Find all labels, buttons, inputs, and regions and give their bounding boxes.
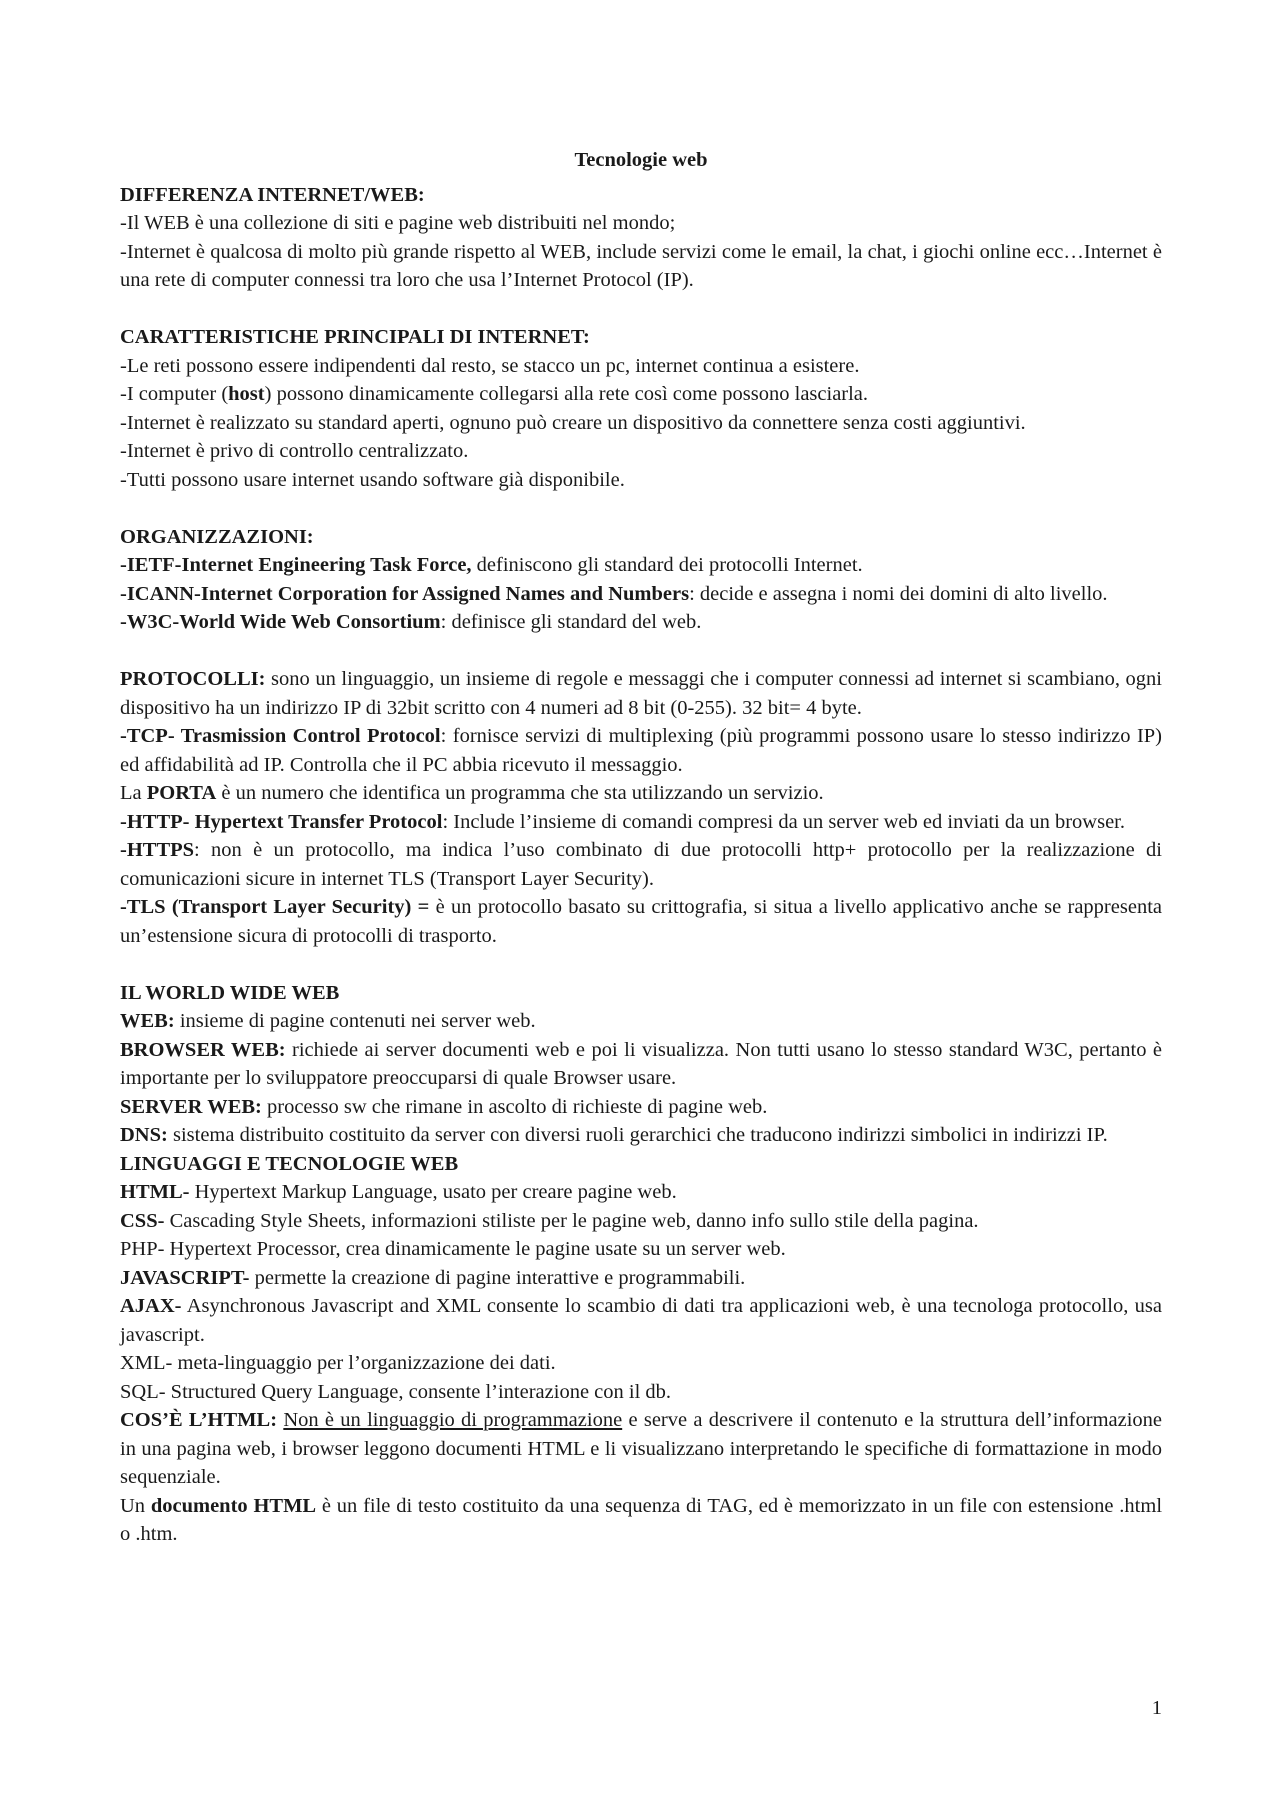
text: Cascading Style Sheets, informazioni stiliste per le pagine web, danno info sullo stile della pagina.	[164, 1209, 979, 1232]
bold-term: SERVER WEB:	[120, 1095, 262, 1118]
paragraph	[120, 1264, 1162, 1293]
section-heading: CARATTERISTICHE PRINCIPALI DI INTERNET:	[120, 326, 590, 348]
text: è un protocollo basato su crittografia, si situa a livello applicativo anche se rappresenta un’estensione sicura di protocolli di trasporto.	[120, 896, 1162, 947]
paragraph: -Le reti possono essere indipendenti dal resto, se stacco un pc, internet continua a esistere.	[120, 354, 860, 377]
text: permette la creazione di pagine interattive e programmabili.	[249, 1266, 746, 1289]
text: : non è un protocollo, ma indica l’uso combinato di due protocolli http+ protocollo per la realizzazione di comunicazioni sicure in internet TLS (Transport Layer Security).	[120, 839, 1162, 890]
text: è un file di testo costituito da una sequenza di TAG, ed è memorizzato in un file con estensione .html o .htm.	[120, 1494, 1163, 1545]
section-protocolli	[120, 665, 1162, 950]
bold-term: documento HTML	[150, 1494, 317, 1517]
text: è un numero che identifica un programma che sta utilizzando un servizio.	[216, 782, 824, 804]
text: -I computer (	[120, 383, 229, 405]
text: processo sw che rimane in ascolto di richieste di pagine web.	[261, 1095, 768, 1118]
text: : Include l’insieme di comandi compresi da un server web ed inviati da un browser.	[442, 810, 1126, 833]
paragraph: -Internet è privo di controllo centralizzato.	[120, 440, 469, 462]
section-world-wide-web	[120, 979, 1162, 1150]
paragraph: -Internet è qualcosa di molto più grande rispetto al WEB, include servizi come le email, la chat, i giochi online ecc…Internet è una rete di computer connessi tra loro che usa l’Internet Protocol (IP).	[120, 240, 1162, 291]
paragraph	[120, 1207, 1162, 1236]
text: e serve a descrivere il contenuto e la struttura dell’informazione in una pagina web, i browser leggono documenti HTML e li visualizzano interpretando le specifiche di formattazione in modo sequenziale.	[120, 1409, 1163, 1488]
paragraph	[120, 1492, 1162, 1549]
paragraph	[120, 608, 1162, 637]
bold-term: host	[228, 383, 265, 405]
bold-term: DNS:	[120, 1124, 168, 1146]
paragraph	[120, 580, 1162, 609]
text: Hypertext Markup Language, usato per creare pagine web.	[189, 1181, 677, 1203]
text: sistema distribuito costituito da server con diversi ruoli gerarchici che traducono indirizzi simbolici in indirizzi IP.	[167, 1124, 1108, 1146]
section-caratteristiche	[120, 323, 1162, 494]
paragraph: PHP- Hypertext Processor, crea dinamicamente le pagine usate su un server web.	[120, 1238, 786, 1260]
paragraph	[120, 1007, 1162, 1036]
underlined-text: Non è un linguaggio di programmazione	[283, 1409, 623, 1431]
paragraph: SQL- Structured Query Language, consente l’interazione con il db.	[120, 1380, 672, 1403]
bold-term: -W3C-World Wide Web Consortium	[120, 611, 441, 633]
text: : definisce gli standard del web.	[440, 611, 702, 633]
paragraph: -Il WEB è una collezione di siti e pagine web distribuiti nel mondo;	[120, 212, 676, 234]
page-title: Tecnologie web	[574, 149, 708, 171]
paragraph	[120, 808, 1162, 837]
bold-term: PORTA	[146, 782, 217, 804]
bold-term: HTML-	[120, 1181, 190, 1203]
paragraph	[120, 1036, 1162, 1093]
paragraph	[120, 1178, 1162, 1207]
bold-term: -TCP- Trasmission Control Protocol	[120, 725, 441, 747]
paragraph	[120, 665, 1162, 722]
paragraph	[120, 1093, 1162, 1122]
bold-term: JAVASCRIPT-	[120, 1266, 250, 1289]
text: Asynchronous Javascript and XML consente lo scambio di dati tra applicazioni web, è una tecnologa protocollo, usa javascript.	[120, 1295, 1162, 1346]
paragraph: XML- meta-linguaggio per l’organizzazione dei dati.	[120, 1352, 556, 1374]
section-internet-web	[120, 181, 1162, 295]
bold-term: COS’È L’HTML:	[120, 1409, 278, 1431]
paragraph	[120, 836, 1162, 893]
bold-term: AJAX-	[120, 1295, 182, 1317]
section-heading: LINGUAGGI E TECNOLOGIE WEB	[120, 1152, 459, 1175]
bold-term: -TLS (Transport Layer Security) =	[120, 896, 430, 918]
text: Un	[120, 1494, 151, 1517]
section-linguaggi	[120, 1150, 1162, 1549]
paragraph	[120, 551, 1162, 580]
bold-term: BROWSER WEB:	[120, 1038, 286, 1061]
text: sono un linguaggio, un insieme di regole e messaggi che i computer connessi ad internet si scambiano, ogni dispositivo ha un indirizzo IP di 32bit scritto con 4 numeri ad 8 bit (0-255). 32 bit= 4 byte.	[120, 668, 1162, 719]
bold-term: -ICANN-Internet Corporation for Assigned Names and Numbers	[120, 582, 690, 605]
text: ) possono dinamicamente collegarsi alla rete così come possono lasciarla.	[264, 383, 869, 405]
document-page	[120, 146, 1162, 1549]
bold-term: WEB:	[120, 1010, 175, 1032]
paragraph	[120, 1406, 1162, 1492]
paragraph	[120, 380, 1162, 409]
text: : decide e assegna i nomi dei domini di alto livello.	[689, 582, 1108, 605]
paragraph	[120, 779, 1162, 808]
section-heading: DIFFERENZA INTERNET/WEB:	[120, 183, 425, 206]
paragraph: -Internet è realizzato su standard aperti, ognuno può creare un dispositivo da connettere senza costi aggiuntivi.	[120, 411, 1026, 434]
bold-term: -HTTP- Hypertext Transfer Protocol	[120, 810, 443, 833]
page-number: 1	[1151, 1697, 1162, 1719]
paragraph	[120, 1292, 1162, 1349]
section-organizzazioni	[120, 523, 1162, 637]
bold-term: -HTTPS	[120, 839, 195, 861]
paragraph	[120, 893, 1162, 950]
text: insieme di pagine contenuti nei server web.	[174, 1010, 536, 1032]
paragraph: -Tutti possono usare internet usando software già disponibile.	[120, 468, 625, 491]
text: definiscono gli standard dei protocolli Internet.	[471, 554, 863, 576]
paragraph	[120, 722, 1162, 779]
section-heading: ORGANIZZAZIONI:	[120, 525, 314, 548]
text: : fornisce servizi di multiplexing (più programmi possono usare lo stesso indirizzo IP) ed affidabilità ad IP. Controlla che il PC abbia ricevuto il messaggio.	[120, 725, 1162, 776]
bold-term: -IETF-Internet Engineering Task Force,	[120, 554, 472, 576]
section-heading: IL WORLD WIDE WEB	[120, 981, 340, 1004]
bold-term: PROTOCOLLI:	[120, 668, 266, 690]
bold-term: CSS-	[120, 1209, 165, 1232]
paragraph	[120, 1121, 1162, 1150]
text: richiede ai server documenti web e poi li visualizza. Non tutti usano lo stesso standard W3C, pertanto è importante per lo sviluppatore preoccuparsi di quale Browser usare.	[120, 1038, 1163, 1089]
text: La	[120, 782, 147, 804]
